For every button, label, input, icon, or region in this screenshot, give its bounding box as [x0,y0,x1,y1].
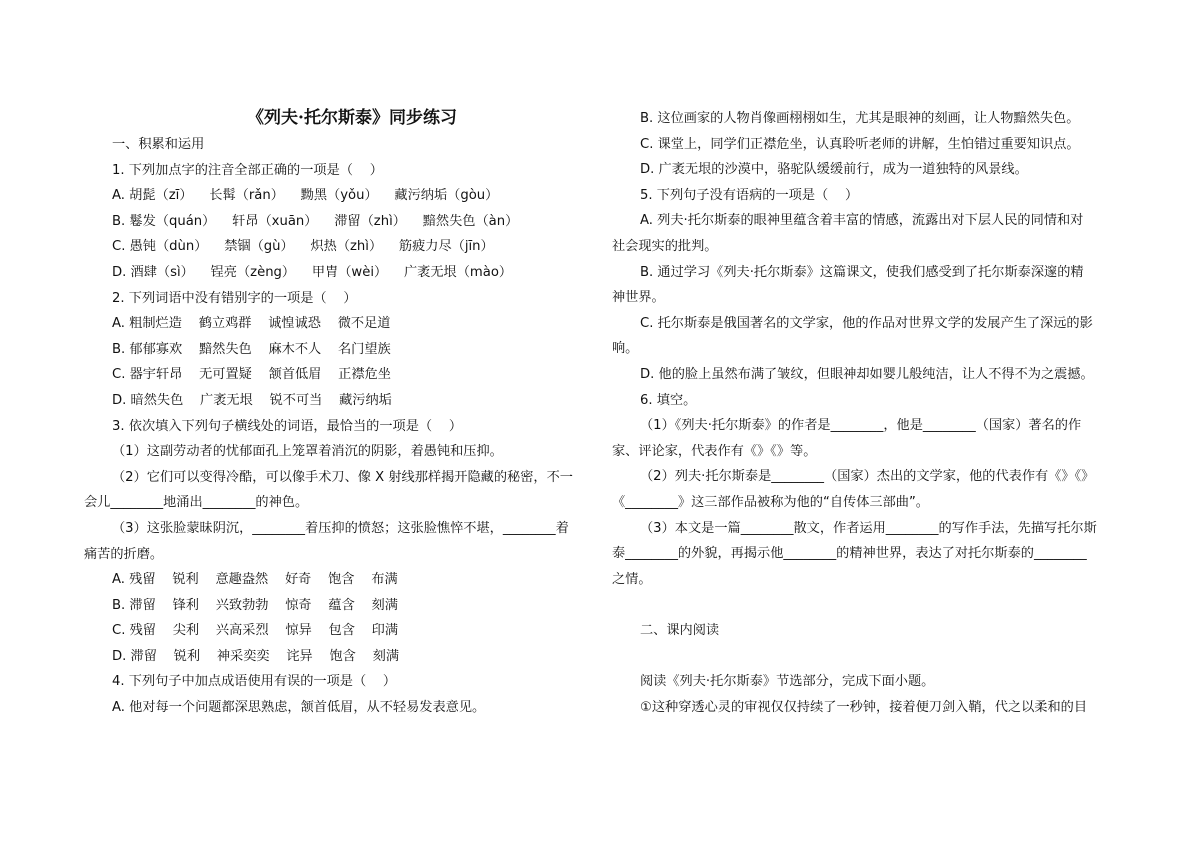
text-line: D. 暗然失色 广袤无垠 锐不可当 藏污纳垢 [112,392,392,408]
text-line: B. 这位画家的人物肖像画栩栩如生，尤其是眼神的刻画，让人物黯然失色。 [640,111,1080,126]
text-line: 阅读《列夫·托尔斯泰》节选部分，完成下面小题。 [640,674,935,690]
text-line: 《________》这三部作品被称为他的“自传体三部曲”。 [612,494,929,510]
text-line: ①这种穿透心灵的审视仅仅持续了一秒钟，接着便刀剑入鞘，代之以柔和的目 [640,699,1088,715]
text-line: A. 胡髭（zī） 长髯（rǎn） 黝黑（yǒu） 藏污纳垢（gòu） [112,188,499,204]
text-line: A. 列夫·托尔斯泰的眼神里蕴含着丰富的情感，流露出对下层人民的同情和对 [640,213,1084,229]
text-line: 之情。 [612,571,652,587]
text-line: （3）本文是一篇________散文，作者运用________的写作手法，先描写托尔斯 [640,520,1097,536]
blank-line [612,643,1120,669]
text-line: 2. 下列词语中没有错别字的一项是（ ） [112,290,357,306]
text-line: （3）这张脸蒙昧阴沉，________着压抑的愤怒；这张脸憔悴不堪，________着 [112,520,569,536]
text-line: C. 课堂上，同学们正襟危坐，认真聆听老师的讲解，生怕错过重要知识点。 [640,136,1080,152]
text-line: 响。 [612,341,639,357]
text-line: 一、积累和运用 [112,137,205,152]
blank-line [612,592,1120,618]
text-line: C. 愚钝（dùn） 禁锢（gù） 炽热（zhì） 筋疲力尽（jīn） [112,239,494,255]
text-line: D. 他的脸上虽然布满了皱纹，但眼神却如婴儿般纯洁，让人不得不为之震撼。 [640,366,1094,382]
text-line: 1. 下列加点字的注音全部正确的一项是（ ） [112,162,383,178]
text-line: C. 残留 尖利 兴高采烈 惊异 包含 印满 [112,623,399,639]
text-line: B. 鬈发（quán） 轩昂（xuān） 滞留（zhì） 黯然失色（àn） [112,213,519,229]
text-line: 会儿________地涌出________的神色。 [84,495,309,511]
text-line: B. 滞留 锋利 兴致勃勃 惊奇 蕴含 刻满 [112,597,398,613]
right-text-lines [612,106,1120,720]
text-line: C. 托尔斯泰是俄国著名的文学家，他的作品对世界文学的发展产生了深远的影 [640,315,1093,331]
text-line: A. 粗制烂造 鹤立鸡群 诚惶诚恐 微不足道 [112,316,391,332]
text-line: （2）列夫·托尔斯泰是________（国家）杰出的文学家，他的代表作有《》《》 [640,469,1095,485]
text-line: 4. 下列句子中加点成语使用有误的一项是（ ） [112,674,397,690]
text-line: B. 郁郁寡欢 黯然失色 麻木不人 名门望族 [112,341,391,357]
text-line: 社会现实的批判。 [612,238,718,254]
text-line: （1）这副劳动者的忧郁面孔上笼罩着消沉的阴影，着愚钝和压抑。 [112,444,503,460]
text-line: 神世界。 [612,290,665,306]
text-line: A. 他对每一个问题都深思熟虑，颔首低眉，从不轻易发表意见。 [112,700,486,716]
text-line: 二、课内阅读 [640,622,720,638]
text-line: C. 器宇轩昂 无可置疑 颔首低眉 正襟危坐 [112,367,391,383]
left-text-lines [84,132,590,721]
left-column [84,104,590,721]
page-title: 《列夫·托尔斯泰》同步练习 [247,108,457,128]
right-column [612,106,1120,720]
text-line: （1）《列夫·托尔斯泰》的作者是________，他是________（国家）著名的作 [640,418,1082,434]
text-line: D. 滞留 锐利 神采奕奕 诧异 饱含 刻满 [112,648,400,664]
text-line: 泰________的外貌，再揭示他________的精神世界，表达了对托尔斯泰的________ [612,546,1087,562]
text-line: 痛苦的折磨。 [84,546,164,562]
text-line: 5. 下列句子没有语病的一项是（ ） [640,187,859,203]
text-line: （2）它们可以变得冷酷，可以像手术刀、像 X 射线那样揭开隐藏的秘密，不一 [112,469,573,485]
text-line: 3. 依次填入下列句子横线处的词语，最恰当的一项是（ ） [112,418,463,434]
text-line: D. 酒肆（sì） 锃亮（zèng） 甲胄（wèi） 广袤无垠（mào） [112,264,513,280]
text-line: D. 广袤无垠的沙漠中，骆驼队缓缓前行，成为一道独特的风景线。 [640,162,1028,178]
text-line: B. 通过学习《列夫·托尔斯泰》这篇课文，使我们感受到了托尔斯泰深邃的精 [640,264,1084,280]
text-line: 家、评论家，代表作有《》《》等。 [612,443,817,459]
text-line: A. 残留 锐利 意趣盎然 好奇 饱含 布满 [112,572,398,588]
text-line: 6. 填空。 [640,392,697,408]
